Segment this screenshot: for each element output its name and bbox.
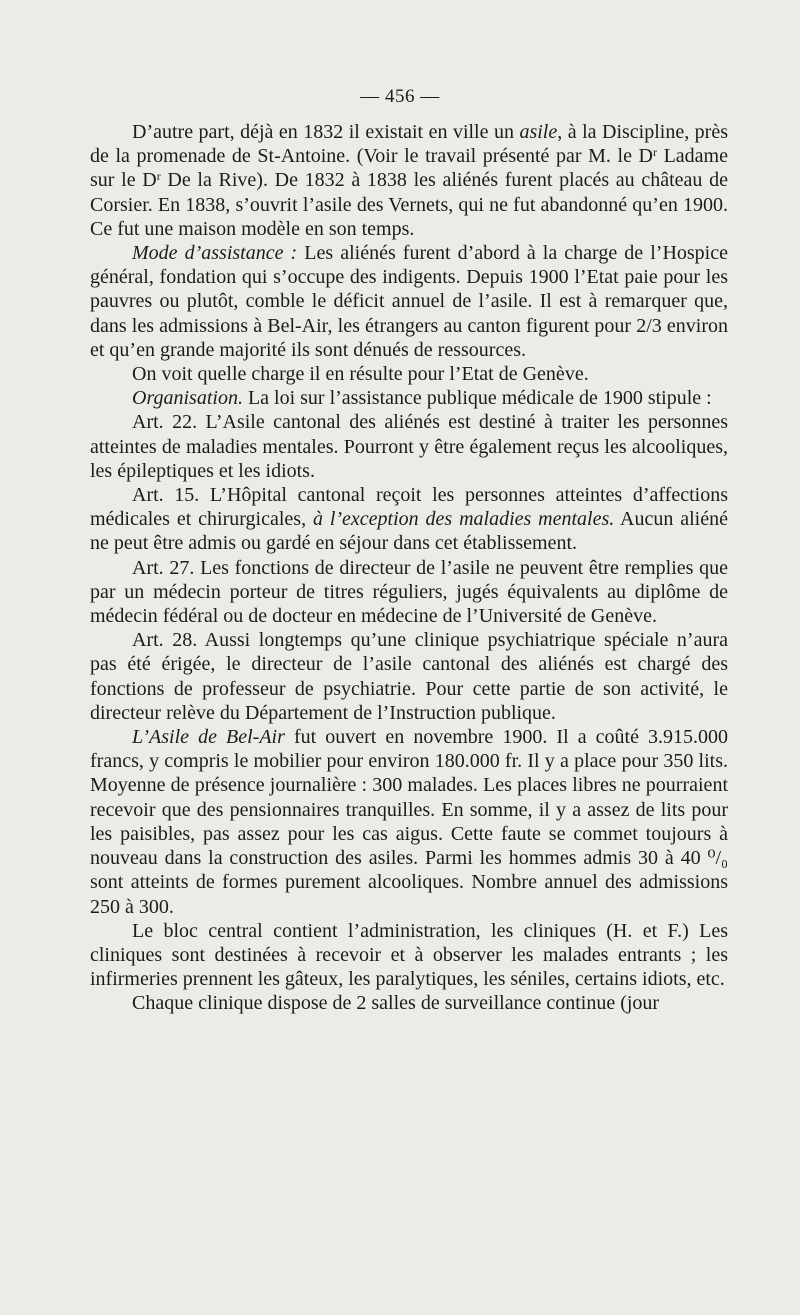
paragraph-art-28: Art. 28. Aussi longtemps qu’une clinique psychiatrique spéciale n’aura pas été érigée, le directeur de l’asile cantonal des aliénés est chargé des fonctions de professeur de psychiatrie. Pour cette partie de son activité, le directeur relève du Département de l’Instruction publique. — [90, 629, 728, 724]
paragraph-art-15: Art. 15. L’Hôpital cantonal reçoit les personnes atteintes d’affections médicales et chirurgicales, à l’exception des maladies mentales. Aucun aliéné ne peut être admis ou gardé en séjour dans cet établissement. — [90, 484, 728, 555]
paragraph-asile-history: D’autre part, déjà en 1832 il existait en ville un asile, à la Discipline, près de la promenade de St-Antoine. (Voir le travail présenté par M. le $D^r$ Ladame sur le $D^r$ De la Rive). De 1832 à 1838 les aliénés furent placés au château de Corsier. En 1838, s’ouvrit l’asile des Vernets, qui ne fut abandonné qu’en 1900. Ce fut une maison modèle en son temps. — [90, 121, 729, 240]
paragraph-mode-assistance: Mode d’assistance : Les aliénés furent d’abord à la charge de l’Hospice général, fondation qui s’occupe des indigents. Depuis 1900 l’Etat paie pour les pauvres ou plutôt, comble le déficit annuel de l’asile. Il est à remarquer que, dans les admissions à Bel-Air, les étrangers au canton figurent pour 2/3 environ et qu’en grande majorité ils sont dénués de ressources. — [90, 242, 728, 361]
section-heading: Mode d’assistance : — [132, 242, 298, 265]
paragraph-clinique: Chaque clinique dispose de 2 salles de surveillance continue (jour — [132, 992, 660, 1015]
paragraph-art-27: Art. 27. Les fonctions de directeur de l’asile ne peuvent être remplies que par un médecin porteur de titres réguliers, jugés équivalents au diplôme de médecin fédéral ou de docteur en médecine de l’Université de Genève. — [90, 556, 728, 628]
paragraph-art-22: Art. 22. L’Asile cantonal des aliénés est destiné à traiter les personnes atteintes de maladies mentales. Pourront y être également reçus les alcooliques, les épileptiques et les idiots. — [90, 411, 728, 482]
paragraph-bel-air: L’Asile de Bel-Air fut ouvert en novembre 1900. Il a coûté 3.915.000 francs, y compris le mobilier pour environ 180.000 fr. Il y a place pour 350 lits. Moyenne de présence journalière : 300 malades. Les places libres ne pourraient recevoir que des pensionnaires tranquilles. En somme, il y a assez de lits pour les paisibles, pas assez pour les cas aigus. Cette faute se commet toujours à nouveau dans la construction des asiles. Parmi les hommes admis 30 à 40 ⁰/₀ sont atteints de formes purement alcooliques. Nombre annuel des admissions 250 à 300. — [90, 726, 729, 918]
paragraph-bloc-central: Le bloc central contient l’administration, les cliniques (H. et F.) Les cliniques sont destinées à recevoir et à observer les malades entrants ; les infirmeries prennent les gâteux, les paralytiques, les séniles, certains idiots, etc. — [90, 919, 728, 991]
page-body — [90, 120, 728, 1016]
section-heading: L’Asile de Bel-Air — [132, 726, 285, 749]
section-heading: Organisation. — [132, 387, 243, 410]
paragraph-organisation: Organisation. La loi sur l’assistance publique médicale de 1900 stipule : — [132, 387, 712, 410]
page-number: — 456 — — [360, 86, 440, 107]
paragraph-charge: On voit quelle charge il en résulte pour l’Etat de Genève. — [132, 363, 589, 386]
